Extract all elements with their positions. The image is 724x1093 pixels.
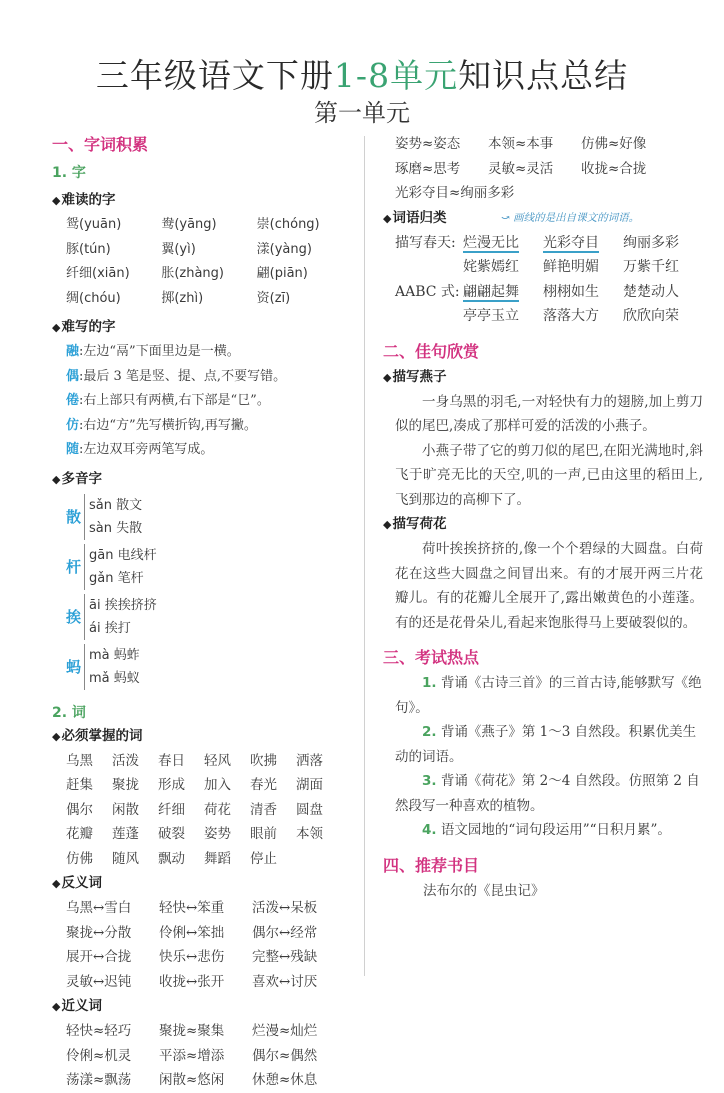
topic-heading (52, 188, 352, 213)
synonym-pair: 琢磨≈思考 (395, 160, 461, 177)
diamond-bullet-icon: ◆ (52, 877, 61, 890)
topic-label: 多音字 (61, 470, 102, 487)
hint-text: :最后 3 笔是竖、提、点,不要写错。 (79, 368, 287, 384)
brace-lines (84, 544, 157, 590)
excerpt-paragraph: 荷叶挨挨挤挤的,像一个个碧绿的大圆盘。白荷花在这些大圆盘之间冒出来。有的才展开两三片花瓣儿。有的花瓣儿全展开了,露出嫩黄色的小莲蓬。有的还是花骨朵儿,看起来饱胀得马上要破裂似的。 (395, 541, 703, 631)
word: 湖面 (296, 777, 323, 793)
word: 圆盘 (296, 801, 323, 818)
word: 栩栩如生 (543, 283, 599, 300)
word: 聚拢 (112, 777, 139, 793)
char-item: 翩(piān) (256, 266, 308, 281)
antonym-pair: 聚拢↔分散 (66, 924, 132, 941)
hard-write-item (66, 340, 352, 365)
topic-heading (52, 871, 352, 896)
word: 舞蹈 (204, 850, 231, 867)
diamond-bullet-icon: ◆ (52, 321, 61, 334)
antonym-pair: 喜欢↔讨厌 (252, 973, 318, 990)
right-column (383, 132, 703, 903)
page-title (0, 56, 724, 96)
diamond-bullet-icon: ◆ (52, 194, 61, 207)
point-text: 背诵《古诗三首》的三首古诗,能够默写《绝句》。 (395, 675, 702, 716)
word: 乌黑 (66, 752, 93, 769)
word: 眼前 (250, 826, 277, 842)
polyphone-item (66, 642, 216, 692)
underlined-word: 光彩夺目 (543, 234, 599, 251)
synonym-pair: 休憩≈休息 (252, 1072, 318, 1088)
topic-heading (383, 512, 703, 537)
column-divider (364, 136, 365, 976)
word: 活泼 (112, 752, 139, 769)
title-accent: 1-8单元 (333, 56, 459, 95)
excerpt-paragraph: 一身乌黑的羽毛,一对轻快有力的翅膀,加上剪刀似的尾巴,凑成了那样可爱的活泼的小燕子。 (395, 393, 703, 434)
topic-heading (52, 315, 352, 340)
brace-lines (84, 644, 140, 690)
polyphone-char: 挨 (66, 608, 82, 626)
subsection-heading: 2. 词 (52, 704, 86, 721)
synonym-pair: 本领≈本事 (488, 136, 554, 152)
antonyms-grid (52, 896, 352, 994)
polyphone-item (66, 492, 216, 542)
antonym-pair: 完整↔残缺 (252, 949, 318, 965)
diamond-bullet-icon: ◆ (52, 729, 61, 743)
reading-line: ái 挨打 (89, 620, 131, 636)
topic-label: 难写的字 (61, 319, 116, 335)
polyphone-item (66, 542, 216, 592)
word: 荷花 (204, 801, 231, 818)
diamond-bullet-icon: ◆ (383, 370, 392, 384)
point-number: 2. (422, 724, 437, 740)
word: 飘动 (158, 850, 185, 867)
word: 洒落 (296, 752, 323, 769)
page-header (0, 56, 724, 128)
diamond-bullet-icon: ◆ (383, 211, 392, 225)
left-column (52, 132, 352, 1093)
point-number: 4. (422, 822, 437, 838)
reading-line: sàn 失散 (89, 520, 143, 536)
antonym-pair: 活泼↔呆板 (252, 900, 318, 916)
antonym-pair: 偶尔↔经常 (252, 924, 318, 941)
word: 随风 (112, 850, 139, 867)
synonym-pair: 姿势≈姿态 (395, 136, 461, 152)
word: 仿佛 (66, 850, 93, 867)
word: 亭亭玉立 (463, 308, 519, 324)
group-label: AABC 式: (395, 283, 460, 300)
reading-line: mǎ 蚂蚁 (89, 670, 140, 686)
synonym-pair: 偶尔≈偶然 (252, 1047, 318, 1064)
char-item: 鸳(yuān) (66, 217, 122, 232)
antonym-pair: 快乐↔悲伤 (159, 949, 225, 965)
section-heading: 一、字词积累 (52, 135, 149, 154)
topic-label: 描写燕子 (392, 368, 447, 385)
topic-label: 词语归类 (392, 209, 447, 226)
word: 楚楚动人 (623, 283, 679, 300)
word: 姹紫嫣红 (463, 259, 519, 275)
underlined-word: 翩翩起舞 (463, 283, 519, 300)
topic-label: 必须掌握的词 (61, 727, 143, 744)
topic-label: 难读的字 (61, 192, 116, 208)
word: 吹拂 (250, 752, 277, 769)
word: 偶尔 (66, 801, 93, 818)
antonym-pair: 伶俐↔笨拙 (159, 924, 225, 941)
topic-label: 近义词 (61, 998, 102, 1014)
char-item: 鸯(yāng) (161, 217, 217, 232)
word: 本领 (296, 826, 323, 842)
char-item: 漾(yàng) (256, 241, 312, 257)
polyphone-char: 散 (66, 508, 82, 526)
hard-write-list (52, 340, 352, 463)
diamond-bullet-icon: ◆ (52, 472, 61, 486)
word: 鲜艳明媚 (543, 259, 599, 275)
reading-line: mà 蚂蚱 (89, 647, 140, 663)
synonym-pair: 灵敏≈灵活 (488, 160, 554, 177)
hard-write-item (66, 365, 352, 390)
point-text: 背诵《荷花》第 2～4 自然段。仿照第 2 自然段写一种喜欢的植物。 (395, 773, 700, 814)
exam-point (383, 769, 703, 818)
char-item: 掷(zhì) (161, 290, 204, 306)
topic-label: 反义词 (61, 875, 102, 891)
point-text: 背诵《燕子》第 1～3 自然段。积累优美生动的词语。 (395, 724, 697, 765)
highlight-char: 倦 (66, 393, 80, 408)
point-number: 3. (422, 773, 437, 789)
handwritten-note: ⤻ 画线的是出自课文的词语。 (501, 211, 640, 224)
word: 形成 (158, 777, 185, 793)
reading-line: āi 挨挨挤挤 (89, 597, 157, 613)
synonym-pair: 闲散≈悠闲 (159, 1072, 225, 1088)
highlight-char: 仿 (66, 417, 80, 433)
topic-label: 描写荷花 (392, 516, 447, 532)
topic-heading (383, 365, 703, 390)
antonym-pair: 乌黑↔雪白 (66, 900, 132, 916)
diamond-bullet-icon: ◆ (52, 1000, 61, 1013)
brace-lines (84, 594, 157, 640)
recommended-book: 法布尔的《昆虫记》 (423, 882, 545, 899)
antonym-pair: 收拢↔张开 (159, 973, 225, 990)
polyphone-char: 杆 (66, 558, 82, 576)
word: 春日 (158, 752, 185, 769)
word: 万紫千红 (623, 259, 679, 275)
synonym-pair: 轻快≈轻巧 (66, 1023, 132, 1039)
antonym-pair: 灵敏↔迟钝 (66, 973, 132, 990)
word: 花瓣 (66, 826, 93, 842)
underlined-word: 烂漫无比 (463, 234, 519, 251)
word: 春光 (250, 777, 277, 793)
word: 停止 (250, 850, 277, 867)
section-heading: 四、推荐书目 (383, 855, 480, 875)
word: 轻风 (204, 752, 231, 769)
synonym-pair: 收拢≈合拢 (581, 160, 647, 177)
note-text: 画线的是出自课文的词语。 (513, 211, 640, 224)
title-part: 知识点总结 (458, 56, 629, 95)
word: 纤细 (158, 801, 185, 818)
highlight-char: 偶 (66, 368, 80, 384)
hint-text: :左边双耳旁两笔写成。 (79, 442, 214, 457)
char-item: 纤细(xiān) (66, 266, 130, 281)
antonym-pair: 展开↔合拢 (66, 949, 132, 965)
reading-line: gǎn 笔杆 (89, 570, 144, 586)
brace-lines (84, 494, 142, 540)
hard-write-item (66, 389, 352, 414)
word: 破裂 (158, 826, 185, 842)
topic-heading (52, 724, 352, 749)
highlight-char: 随 (66, 442, 80, 457)
hint-text: :左边“鬲”下面里边是一横。 (79, 344, 240, 359)
word: 莲蓬 (112, 826, 139, 842)
excerpt-paragraph: 小燕子带了它的剪刀似的尾巴,在阳光满地时,斜飞于旷亮无比的天空,叽的一声,已由这里的稻田上,飞到那边的高柳下了。 (395, 442, 703, 508)
word: 闲散 (112, 801, 139, 818)
hard-write-item (66, 438, 352, 463)
point-text: 语文园地的“词句段运用”“日积月累”。 (436, 822, 671, 838)
antonym-pair: 轻快↔笨重 (159, 900, 225, 916)
synonym-pair: 聚拢≈聚集 (159, 1023, 225, 1039)
char-item: 豚(tún) (66, 241, 111, 257)
char-item: 资(zī) (256, 290, 291, 306)
char-item: 绸(chóu) (66, 290, 121, 306)
section-heading: 二、佳句欣赏 (383, 341, 480, 361)
must-words-grid (52, 749, 352, 872)
reading-line: sǎn 散文 (89, 497, 143, 513)
section-heading: 三、考试热点 (383, 648, 480, 667)
reading-line: gān 电线杆 (89, 547, 157, 563)
synonym-pair: 荡漾≈飘荡 (66, 1072, 132, 1088)
char-item: 翼(yì) (161, 241, 196, 257)
point-number: 1. (422, 675, 437, 691)
polyphone-char: 蚂 (66, 658, 82, 676)
polyphone-grid (52, 492, 352, 692)
synonyms-grid (52, 1019, 352, 1093)
hint-text: :右边“方”先写横折钩,再写撇。 (79, 417, 257, 433)
word: 清香 (250, 801, 277, 818)
subsection-heading: 1. 字 (52, 165, 86, 181)
diamond-bullet-icon: ◆ (383, 518, 392, 531)
topic-heading (52, 994, 352, 1019)
synonym-pair: 光彩夺目≈绚丽多彩 (395, 185, 515, 201)
title-part: 三年级语文下册 (95, 56, 334, 95)
highlight-char: 融 (66, 344, 80, 359)
synonyms-grid-continued (383, 132, 703, 206)
exam-point (383, 818, 703, 843)
topic-heading (52, 467, 352, 492)
word: 加入 (204, 777, 231, 793)
page-subtitle: 第一单元 (314, 99, 410, 127)
synonym-pair: 烂漫≈灿烂 (252, 1023, 318, 1039)
hint-text: :右上部只有两横,右下部是“㔾”。 (79, 393, 270, 408)
synonym-pair: 仿佛≈好像 (581, 136, 647, 152)
word: 姿势 (204, 826, 231, 842)
synonym-pair: 伶俐≈机灵 (66, 1047, 132, 1064)
hard-write-item (66, 414, 352, 439)
char-item: 崇(chóng) (256, 217, 320, 232)
word: 欣欣向荣 (623, 308, 679, 324)
polyphone-item (66, 592, 216, 642)
char-item: 胀(zhàng) (161, 266, 224, 281)
group-label: 描写春天: (395, 234, 456, 251)
word: 落落大方 (543, 308, 599, 324)
word: 绚丽多彩 (623, 234, 679, 251)
hard-read-grid (52, 213, 352, 311)
word: 赶集 (66, 777, 93, 793)
exam-point (383, 720, 703, 769)
synonym-pair: 平添≈增添 (159, 1047, 225, 1064)
word-classification (383, 206, 703, 329)
exam-point (383, 671, 703, 720)
